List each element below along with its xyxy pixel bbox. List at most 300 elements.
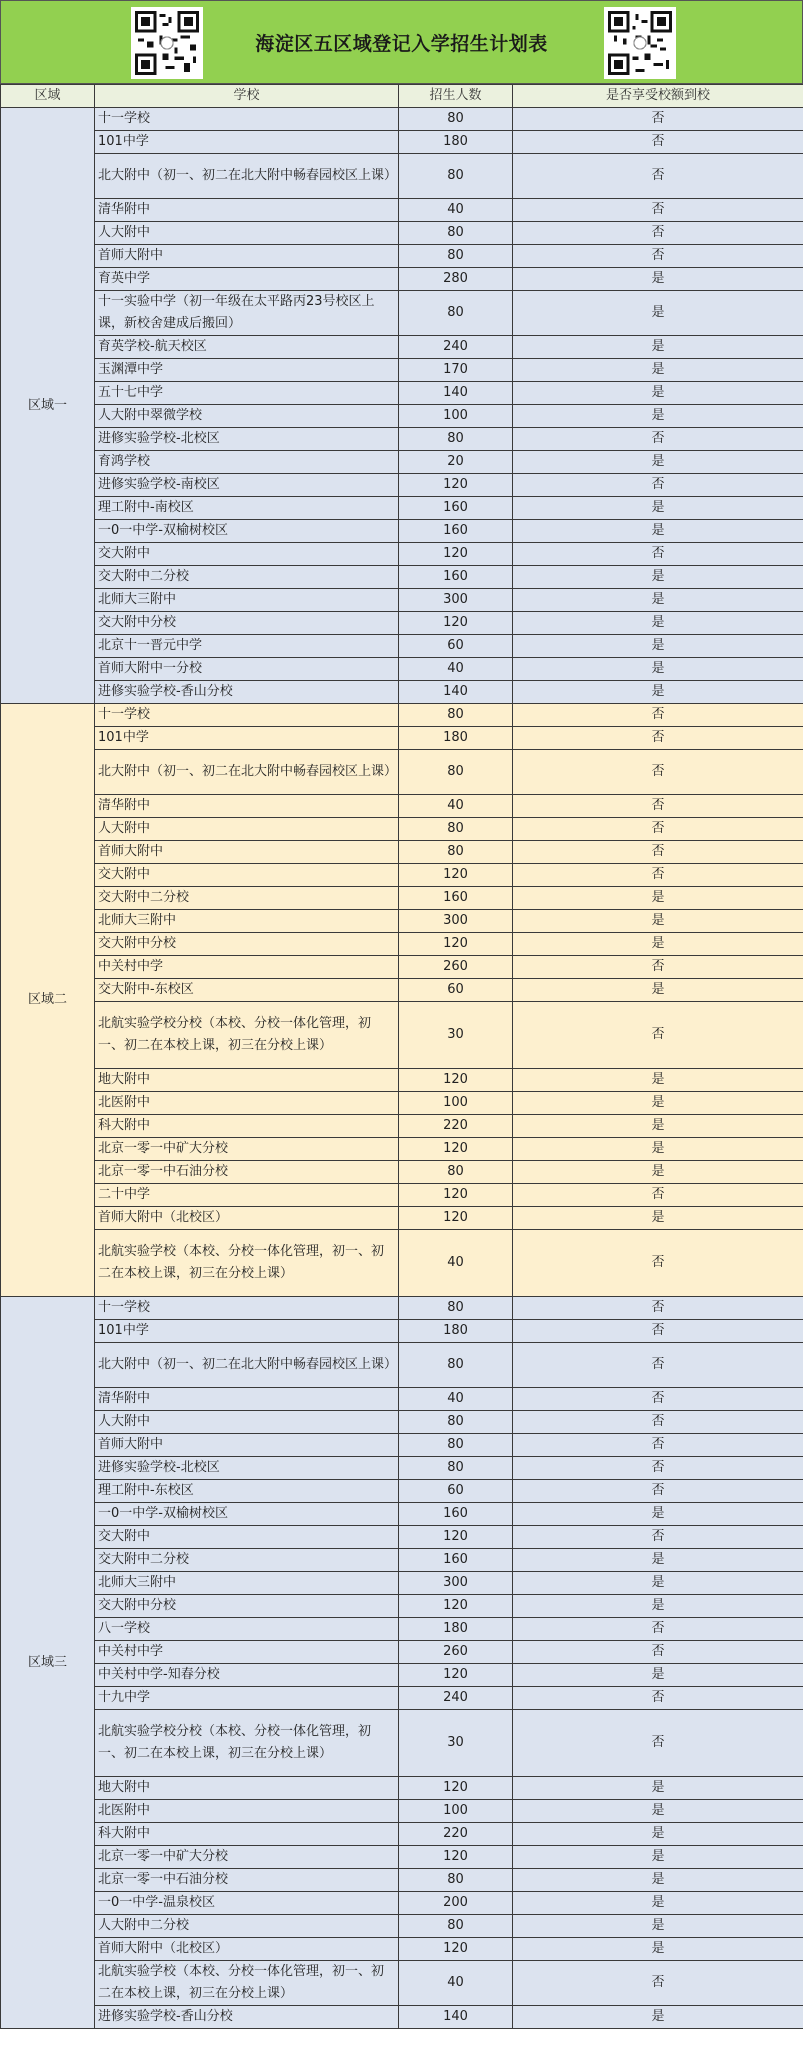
school-cell: 育英学校-航天校区	[95, 336, 399, 359]
table-row	[1, 1710, 803, 1777]
table-row	[1, 428, 803, 451]
school-cell: 中关村中学-知春分校	[95, 1664, 399, 1687]
table-row	[1, 1457, 803, 1480]
enrollment-count-cell: 120	[399, 933, 513, 956]
quota-flag-cell: 否	[513, 474, 803, 497]
enrollment-count-cell: 160	[399, 566, 513, 589]
table-row	[1, 1115, 803, 1138]
title-bar	[0, 0, 803, 84]
quota-flag-cell: 是	[513, 1823, 803, 1846]
table-row	[1, 933, 803, 956]
school-cell: 玉渊潭中学	[95, 359, 399, 382]
table-row	[1, 864, 803, 887]
enrollment-count-cell: 170	[399, 359, 513, 382]
enrollment-count-cell: 120	[399, 612, 513, 635]
enrollment-count-cell: 40	[399, 1230, 513, 1297]
enrollment-count-cell: 20	[399, 451, 513, 474]
table-row	[1, 1320, 803, 1343]
quota-flag-cell: 是	[513, 1846, 803, 1869]
school-cell: 北京一零一中石油分校	[95, 1869, 399, 1892]
school-cell: 育英中学	[95, 268, 399, 291]
table-row	[1, 589, 803, 612]
table-row	[1, 268, 803, 291]
table-row	[1, 108, 803, 131]
enrollment-count-cell: 80	[399, 1434, 513, 1457]
enrollment-count-cell: 120	[399, 543, 513, 566]
school-cell: 中关村中学	[95, 956, 399, 979]
enrollment-count-cell: 280	[399, 268, 513, 291]
quota-flag-cell: 是	[513, 1664, 803, 1687]
quota-flag-cell: 是	[513, 497, 803, 520]
enrollment-count-cell: 40	[399, 1961, 513, 2006]
quota-flag-cell: 否	[513, 1480, 803, 1503]
table-row	[1, 245, 803, 268]
table-row	[1, 1503, 803, 1526]
quota-flag-cell: 否	[513, 1687, 803, 1710]
school-cell: 交大附中分校	[95, 933, 399, 956]
school-cell: 科大附中	[95, 1823, 399, 1846]
table-row	[1, 1572, 803, 1595]
enrollment-count-cell: 80	[399, 841, 513, 864]
table-row	[1, 979, 803, 1002]
school-cell: 北医附中	[95, 1092, 399, 1115]
school-cell: 中关村中学	[95, 1641, 399, 1664]
quota-flag-cell: 否	[513, 108, 803, 131]
school-cell: 清华附中	[95, 795, 399, 818]
table-row	[1, 1800, 803, 1823]
table-row	[1, 1002, 803, 1069]
enrollment-count-cell: 120	[399, 1777, 513, 1800]
school-cell: 地大附中	[95, 1777, 399, 1800]
table-row	[1, 1549, 803, 1572]
quota-flag-cell: 否	[513, 1411, 803, 1434]
page-title: 海淀区五区域登记入学招生计划表	[255, 32, 548, 55]
quota-flag-cell: 否	[513, 1184, 803, 1207]
quota-flag-cell: 否	[513, 199, 803, 222]
table-row	[1, 1938, 803, 1961]
quota-flag-cell: 否	[513, 154, 803, 199]
school-cell: 北大附中（初一、初二在北大附中畅春园校区上课）	[95, 750, 399, 795]
school-cell: 交大附中-东校区	[95, 979, 399, 1002]
school-cell: 北师大三附中	[95, 589, 399, 612]
enrollment-count-cell: 80	[399, 1343, 513, 1388]
enrollment-count-cell: 160	[399, 1503, 513, 1526]
enrollment-count-cell: 100	[399, 1092, 513, 1115]
column-header-school: 学校	[95, 85, 399, 108]
table-row	[1, 1846, 803, 1869]
quota-flag-cell: 否	[513, 750, 803, 795]
table-row	[1, 336, 803, 359]
table-row	[1, 887, 803, 910]
enrollment-count-cell: 120	[399, 1138, 513, 1161]
quota-flag-cell: 是	[513, 382, 803, 405]
enrollment-count-cell: 80	[399, 245, 513, 268]
enrollment-count-cell: 80	[399, 1411, 513, 1434]
table-row	[1, 405, 803, 428]
table-row	[1, 727, 803, 750]
enrollment-count-cell: 80	[399, 108, 513, 131]
school-cell: 十一学校	[95, 108, 399, 131]
quota-flag-cell: 是	[513, 1869, 803, 1892]
table-row	[1, 612, 803, 635]
school-cell: 人大附中翠微学校	[95, 405, 399, 428]
table-row	[1, 1092, 803, 1115]
school-cell: 科大附中	[95, 1115, 399, 1138]
school-cell: 交大附中	[95, 1526, 399, 1549]
enrollment-count-cell: 60	[399, 979, 513, 1002]
school-cell: 十九中学	[95, 1687, 399, 1710]
quota-flag-cell: 是	[513, 635, 803, 658]
enrollment-count-cell: 160	[399, 520, 513, 543]
school-cell: 首师大附中	[95, 245, 399, 268]
school-cell: 十一实验中学（初一年级在太平路丙23号校区上课，新校舍建成后搬回）	[95, 291, 399, 336]
enrollment-count-cell: 120	[399, 1526, 513, 1549]
quota-flag-cell: 否	[513, 818, 803, 841]
table-row	[1, 956, 803, 979]
enrollment-count-cell: 60	[399, 1480, 513, 1503]
enrollment-count-cell: 120	[399, 474, 513, 497]
school-cell: 北航实验学校（本校、分校一体化管理，初一、初二在本校上课，初三在分校上课）	[95, 1230, 399, 1297]
table-row	[1, 1664, 803, 1687]
table-row	[1, 1207, 803, 1230]
table-row	[1, 474, 803, 497]
enrollment-count-cell: 30	[399, 1710, 513, 1777]
enrollment-count-cell: 240	[399, 1687, 513, 1710]
table-row	[1, 635, 803, 658]
region-cell: 区域一	[1, 108, 95, 704]
school-cell: 北航实验学校分校（本校、分校一体化管理，初一、初二在本校上课，初三在分校上课）	[95, 1002, 399, 1069]
quota-flag-cell: 否	[513, 1343, 803, 1388]
school-cell: 清华附中	[95, 1388, 399, 1411]
enrollment-count-cell: 80	[399, 818, 513, 841]
quota-flag-cell: 否	[513, 428, 803, 451]
region-cell: 区域二	[1, 704, 95, 1297]
quota-flag-cell: 是	[513, 933, 803, 956]
table-row	[1, 1480, 803, 1503]
quota-flag-cell: 否	[513, 1320, 803, 1343]
enrollment-count-cell: 260	[399, 956, 513, 979]
school-cell: 进修实验学校-香山分校	[95, 681, 399, 704]
enrollment-count-cell: 300	[399, 910, 513, 933]
enrollment-count-cell: 40	[399, 658, 513, 681]
quota-flag-cell: 否	[513, 956, 803, 979]
school-cell: 进修实验学校-北校区	[95, 428, 399, 451]
school-cell: 交大附中	[95, 543, 399, 566]
table-row	[1, 2006, 803, 2029]
school-cell: 理工附中-南校区	[95, 497, 399, 520]
quota-flag-cell: 是	[513, 359, 803, 382]
school-cell: 进修实验学校-北校区	[95, 1457, 399, 1480]
quota-flag-cell: 否	[513, 1641, 803, 1664]
enrollment-count-cell: 100	[399, 1800, 513, 1823]
enrollment-count-cell: 80	[399, 428, 513, 451]
school-cell: 北师大三附中	[95, 910, 399, 933]
enrollment-count-cell: 80	[399, 154, 513, 199]
qr-code-icon	[604, 7, 676, 79]
enrollment-count-cell: 120	[399, 1664, 513, 1687]
school-cell: 进修实验学校-香山分校	[95, 2006, 399, 2029]
enrollment-count-cell: 180	[399, 727, 513, 750]
enrollment-count-cell: 80	[399, 750, 513, 795]
school-cell: 一0一中学-双榆树校区	[95, 1503, 399, 1526]
table-row	[1, 658, 803, 681]
school-cell: 北医附中	[95, 1800, 399, 1823]
enrollment-count-cell: 40	[399, 795, 513, 818]
quota-flag-cell: 是	[513, 1207, 803, 1230]
school-cell: 北京一零一中矿大分校	[95, 1846, 399, 1869]
enrollment-count-cell: 80	[399, 1297, 513, 1320]
table-row	[1, 1343, 803, 1388]
enrollment-count-cell: 160	[399, 887, 513, 910]
school-cell: 人大附中	[95, 818, 399, 841]
quota-flag-cell: 否	[513, 222, 803, 245]
school-cell: 101中学	[95, 1320, 399, 1343]
qr-code-icon	[131, 7, 203, 79]
quota-flag-cell: 否	[513, 1388, 803, 1411]
school-cell: 交大附中二分校	[95, 566, 399, 589]
quota-flag-cell: 是	[513, 1572, 803, 1595]
school-cell: 101中学	[95, 131, 399, 154]
quota-flag-cell: 否	[513, 1961, 803, 2006]
table-row	[1, 520, 803, 543]
enrollment-count-cell: 80	[399, 222, 513, 245]
quota-flag-cell: 是	[513, 1777, 803, 1800]
table-row	[1, 750, 803, 795]
enrollment-table	[0, 84, 803, 2029]
table-row	[1, 841, 803, 864]
table-row	[1, 451, 803, 474]
enrollment-count-cell: 80	[399, 1161, 513, 1184]
enrollment-count-cell: 40	[399, 199, 513, 222]
quota-flag-cell: 是	[513, 1503, 803, 1526]
school-cell: 北大附中（初一、初二在北大附中畅春园校区上课）	[95, 154, 399, 199]
table-row	[1, 910, 803, 933]
school-cell: 北航实验学校分校（本校、分校一体化管理，初一、初二在本校上课，初三在分校上课）	[95, 1710, 399, 1777]
school-cell: 交大附中二分校	[95, 1549, 399, 1572]
table-row	[1, 497, 803, 520]
table-row	[1, 359, 803, 382]
table-row	[1, 1961, 803, 2006]
quota-flag-cell: 是	[513, 887, 803, 910]
table-row	[1, 1777, 803, 1800]
enrollment-count-cell: 300	[399, 589, 513, 612]
school-cell: 人大附中	[95, 1411, 399, 1434]
enrollment-count-cell: 120	[399, 1846, 513, 1869]
school-cell: 清华附中	[95, 199, 399, 222]
enrollment-count-cell: 30	[399, 1002, 513, 1069]
table-row	[1, 1069, 803, 1092]
table-row	[1, 1161, 803, 1184]
table-row	[1, 1434, 803, 1457]
school-cell: 交大附中分校	[95, 612, 399, 635]
quota-flag-cell: 否	[513, 1457, 803, 1480]
school-cell: 北京一零一中石油分校	[95, 1161, 399, 1184]
school-cell: 人大附中二分校	[95, 1915, 399, 1938]
quota-flag-cell: 否	[513, 245, 803, 268]
enrollment-count-cell: 80	[399, 1457, 513, 1480]
table-row	[1, 291, 803, 336]
table-row	[1, 154, 803, 199]
enrollment-count-cell: 60	[399, 635, 513, 658]
table-row	[1, 1411, 803, 1434]
table-row	[1, 382, 803, 405]
table-row	[1, 1641, 803, 1664]
quota-flag-cell: 否	[513, 1297, 803, 1320]
quota-flag-cell: 否	[513, 727, 803, 750]
table-row	[1, 199, 803, 222]
enrollment-count-cell: 140	[399, 382, 513, 405]
school-cell: 首师大附中一分校	[95, 658, 399, 681]
school-cell: 首师大附中	[95, 1434, 399, 1457]
enrollment-count-cell: 80	[399, 1915, 513, 1938]
enrollment-count-cell: 160	[399, 1549, 513, 1572]
quota-flag-cell: 否	[513, 864, 803, 887]
quota-flag-cell: 是	[513, 291, 803, 336]
table-row	[1, 795, 803, 818]
school-cell: 北大附中（初一、初二在北大附中畅春园校区上课）	[95, 1343, 399, 1388]
enrollment-count-cell: 40	[399, 1388, 513, 1411]
enrollment-count-cell: 120	[399, 1184, 513, 1207]
school-cell: 八一学校	[95, 1618, 399, 1641]
table-row	[1, 1915, 803, 1938]
quota-flag-cell: 否	[513, 1710, 803, 1777]
enrollment-count-cell: 200	[399, 1892, 513, 1915]
table-row	[1, 1184, 803, 1207]
enrollment-count-cell: 80	[399, 291, 513, 336]
school-cell: 北师大三附中	[95, 1572, 399, 1595]
quota-flag-cell: 否	[513, 704, 803, 727]
enrollment-count-cell: 220	[399, 1823, 513, 1846]
quota-flag-cell: 是	[513, 589, 803, 612]
school-cell: 进修实验学校-南校区	[95, 474, 399, 497]
table-row	[1, 222, 803, 245]
enrollment-count-cell: 220	[399, 1115, 513, 1138]
table-row	[1, 131, 803, 154]
table-row	[1, 681, 803, 704]
table-row	[1, 1869, 803, 1892]
school-cell: 101中学	[95, 727, 399, 750]
table-header-row	[1, 85, 803, 108]
enrollment-count-cell: 140	[399, 681, 513, 704]
school-cell: 地大附中	[95, 1069, 399, 1092]
table-row	[1, 566, 803, 589]
quota-flag-cell: 否	[513, 795, 803, 818]
quota-flag-cell: 是	[513, 268, 803, 291]
school-cell: 十一学校	[95, 1297, 399, 1320]
table-row	[1, 1138, 803, 1161]
table-row	[1, 1595, 803, 1618]
quota-flag-cell: 是	[513, 1161, 803, 1184]
school-cell: 交大附中分校	[95, 1595, 399, 1618]
school-cell: 十一学校	[95, 704, 399, 727]
quota-flag-cell: 否	[513, 1526, 803, 1549]
quota-flag-cell: 是	[513, 1138, 803, 1161]
table-row	[1, 704, 803, 727]
quota-flag-cell: 是	[513, 1938, 803, 1961]
table-row	[1, 543, 803, 566]
quota-flag-cell: 否	[513, 131, 803, 154]
quota-flag-cell: 是	[513, 1549, 803, 1572]
quota-flag-cell: 是	[513, 336, 803, 359]
enrollment-count-cell: 120	[399, 1207, 513, 1230]
enrollment-count-cell: 160	[399, 497, 513, 520]
school-cell: 人大附中	[95, 222, 399, 245]
table-row	[1, 1388, 803, 1411]
quota-flag-cell: 是	[513, 1069, 803, 1092]
enrollment-count-cell: 120	[399, 1938, 513, 1961]
enrollment-count-cell: 120	[399, 1069, 513, 1092]
column-header-enrollment: 招生人数	[399, 85, 513, 108]
school-cell: 首师大附中（北校区）	[95, 1938, 399, 1961]
column-header-quota: 是否享受校额到校	[513, 85, 803, 108]
quota-flag-cell: 是	[513, 2006, 803, 2029]
table-row	[1, 1892, 803, 1915]
enrollment-count-cell: 80	[399, 1869, 513, 1892]
quota-flag-cell: 是	[513, 405, 803, 428]
quota-flag-cell: 是	[513, 910, 803, 933]
quota-flag-cell: 是	[513, 520, 803, 543]
table-row	[1, 1823, 803, 1846]
school-cell: 一0一中学-双榆树校区	[95, 520, 399, 543]
table-row	[1, 1618, 803, 1641]
table-row	[1, 1230, 803, 1297]
school-cell: 首师大附中	[95, 841, 399, 864]
quota-flag-cell: 否	[513, 1002, 803, 1069]
quota-flag-cell: 是	[513, 1115, 803, 1138]
table-row	[1, 1297, 803, 1320]
quota-flag-cell: 是	[513, 1892, 803, 1915]
quota-flag-cell: 是	[513, 1595, 803, 1618]
quota-flag-cell: 否	[513, 543, 803, 566]
school-cell: 北航实验学校（本校、分校一体化管理，初一、初二在本校上课，初三在分校上课）	[95, 1961, 399, 2006]
enrollment-count-cell: 260	[399, 1641, 513, 1664]
quota-flag-cell: 否	[513, 1434, 803, 1457]
table-row	[1, 1526, 803, 1549]
quota-flag-cell: 是	[513, 566, 803, 589]
quota-flag-cell: 是	[513, 1915, 803, 1938]
school-cell: 育鸿学校	[95, 451, 399, 474]
enrollment-count-cell: 120	[399, 1595, 513, 1618]
school-cell: 交大附中二分校	[95, 887, 399, 910]
column-header-region: 区域	[1, 85, 95, 108]
quota-flag-cell: 是	[513, 979, 803, 1002]
quota-flag-cell: 是	[513, 658, 803, 681]
quota-flag-cell: 是	[513, 1800, 803, 1823]
table-row	[1, 1687, 803, 1710]
quota-flag-cell: 是	[513, 1092, 803, 1115]
region-cell: 区域三	[1, 1297, 95, 2029]
enrollment-count-cell: 120	[399, 864, 513, 887]
enrollment-count-cell: 80	[399, 704, 513, 727]
enrollment-count-cell: 180	[399, 1320, 513, 1343]
enrollment-count-cell: 180	[399, 131, 513, 154]
quota-flag-cell: 是	[513, 451, 803, 474]
school-cell: 北京十一晋元中学	[95, 635, 399, 658]
school-cell: 首师大附中（北校区）	[95, 1207, 399, 1230]
quota-flag-cell: 是	[513, 612, 803, 635]
school-cell: 交大附中	[95, 864, 399, 887]
enrollment-count-cell: 140	[399, 2006, 513, 2029]
quota-flag-cell: 否	[513, 841, 803, 864]
quota-flag-cell: 否	[513, 1618, 803, 1641]
school-cell: 五十七中学	[95, 382, 399, 405]
table-body	[1, 108, 803, 2029]
school-cell: 北京一零一中矿大分校	[95, 1138, 399, 1161]
enrollment-count-cell: 100	[399, 405, 513, 428]
school-cell: 理工附中-东校区	[95, 1480, 399, 1503]
school-cell: 一0一中学-温泉校区	[95, 1892, 399, 1915]
quota-flag-cell: 否	[513, 1230, 803, 1297]
